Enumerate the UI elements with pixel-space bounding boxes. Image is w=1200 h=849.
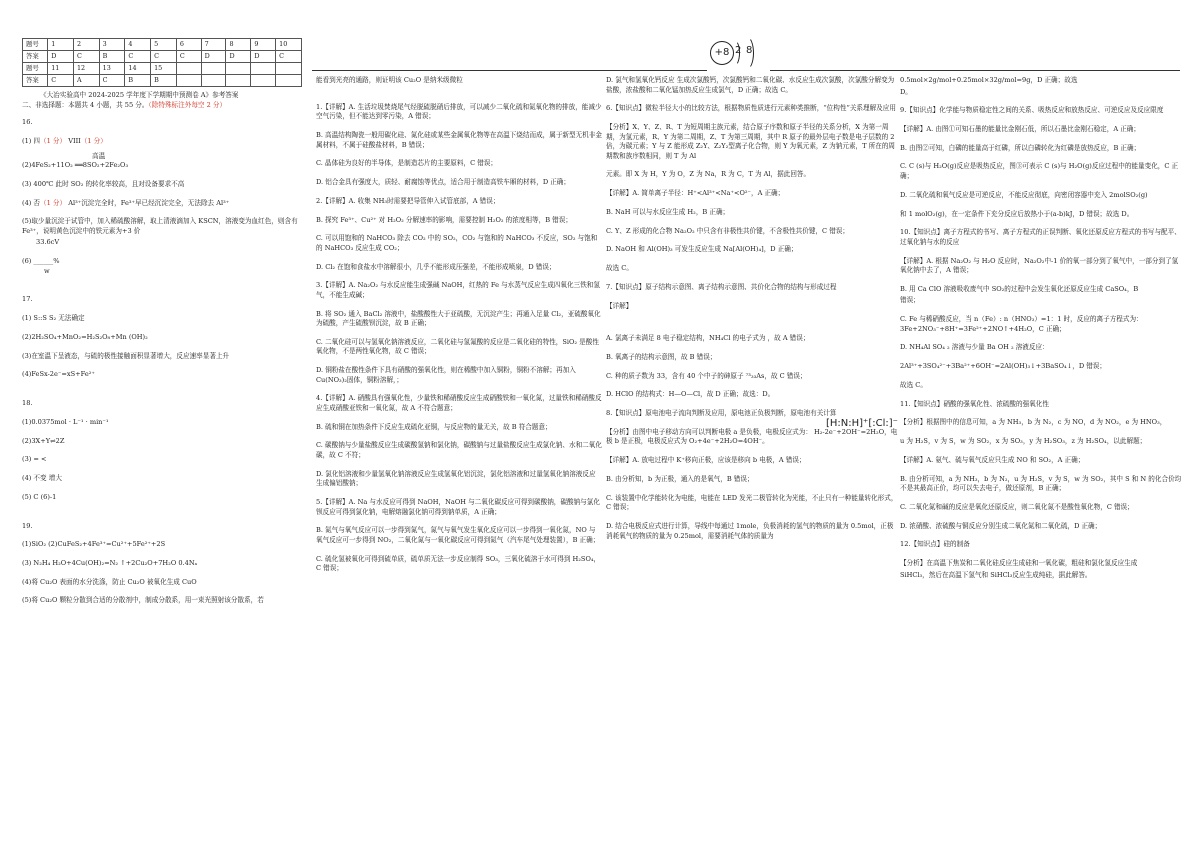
answer-table-cell: C	[99, 75, 125, 87]
oxygen-atom-diagram	[705, 38, 765, 68]
q18-part4: (4) 不变 增大	[22, 474, 62, 483]
answer-table-row	[23, 63, 302, 75]
col4-para: u 为 H₂S，v 为 S，w 为 SO₂，x 为 SO₃，y 为 H₂SO₃，z 为 H₂SO₄，以此解题；	[900, 437, 1147, 446]
col4-para: 【分析】根据图中的信息可知，a 为 NH₃，b 为 N₂，c 为 NO，d 为 NO₂，e 为 HNO₃，	[900, 418, 1167, 427]
col4-para: 【分析】在高温下焦炭和二氧化硅反应生成硅和一氧化碳，粗硅和氯化氢反应生成	[900, 558, 1138, 567]
col2-para: 2.【详解】A. 收集 NH₃时需要把导管伸入试管底部，A 错误；	[316, 196, 500, 205]
col3-para: D. 结合电极反应式进行计算，导线中每通过 1mole，负极消耗的氢气的物质的量为 0.5mol，正极消耗氧气的物质的量为 0.25mol，需要消耗气体的质量为	[606, 521, 894, 540]
answer-table-cell	[276, 75, 302, 87]
col3-para: 【分析】X、Y、Z、R、T 为短周期主族元素，结合原子序数和原子半径的关系分析，X 为第一周期，为氢元素，R、Y 为第二周期，Z、T 为第三周期，其中 R 原子的最外层电子数是电子层数的 2 倍，为碳元素；Y 与 Z 能形成 Z₂Y、Z₂Y₂型离子化合物，则 Y 为氧元素，Z 为钠元素，T 所在的周期数和族序数相同，则 T 为 Al	[606, 123, 896, 160]
column-3	[606, 76, 898, 550]
answer-table-row	[23, 39, 302, 51]
answer-table-cell: 3	[99, 39, 125, 51]
q18-part3: (3) = <	[22, 455, 47, 464]
answer-table-cell: 9	[251, 39, 276, 51]
col3-para: 【分析】由图中电子移动方向可以判断电极 a 是负极，电极反应式为： H₂-2e⁻+2OH⁻=2H₂O，电极 b 是正极，电极反应式为 O₂+4e⁻+2H₂O=4OH⁻。	[606, 427, 898, 446]
col3-para: B. 由分析知，b 为正极，通入的是氧气，B 错误；	[606, 474, 754, 483]
col4-para: 故选 C。	[900, 380, 927, 389]
col4-para: D. NH₄Al SO₄ ₂ 溶液与少量 Ba OH ₂ 溶液反应：	[900, 343, 1049, 352]
col3-para: 6.【知识点】微粒半径大小的比较方法，根据物质性质进行元素种类推断，“位构性”关系理解及应用	[606, 104, 896, 113]
col2-para: B. 将 SO₂ 通入 BaCl₂ 溶液中，盐酸酸性大于亚硫酸，无沉淀产生；再通入足量 Cl₂，亚硫酸氧化为硫酸，产生硫酸钡沉淀，故 B 正确；	[316, 309, 601, 328]
col4-para: 和 1 molO₂(g)，在一定条件下充分反应后放热小于(a-b)kJ，D 错误；故选 D。	[900, 209, 1134, 218]
answer-table-cell: C	[276, 51, 302, 63]
col2-para: C. 二氧化硅可以与氢氧化钠溶液反应，二氧化硅与氢氟酸的反应是二氧化硅的特性，SiO₂ 是酸性氧化物，不是两性氧化物，故 C 错误；	[316, 337, 599, 356]
atom-shell-1: 2	[735, 45, 742, 56]
col2-para: C. 晶体硅为良好的半导体，是制造芯片的主要原料，C 错误；	[316, 159, 497, 168]
answer-table-cell: 4	[125, 39, 151, 51]
answer-table-header-cell: 答案	[23, 51, 48, 63]
col3-para: 故选 C。	[606, 264, 633, 273]
answer-table-cell: C	[151, 51, 177, 63]
col4-para: 0.5mol×2g/mol+0.25mol×32g/mol=9g，D 正确；故选	[900, 76, 1078, 84]
col4-para: 11.【知识点】硝酸的强氧化性、浓硫酸的强氧化性	[900, 399, 1049, 408]
answer-table-cell: B	[99, 51, 125, 63]
answer-table-row	[23, 75, 302, 87]
col4-para: 2Al³⁺+3SO₄²⁻+3Ba²⁺+6OH⁻=2Al(OH)₃↓+3BaSO₄↓，D 错误；	[900, 362, 1106, 371]
q16-part1: (1) 四（1 分） VIII（1 分）	[22, 136, 107, 145]
answer-table-cell: 7	[201, 39, 226, 51]
column-1	[22, 0, 302, 615]
col2-para: D. 铜粉盐在酸性条件下具有硝酸的强氧化性，则在稀酸中加入铜粉，铜粉不溶解；再加入 Cu(NO₃)₂固体，铜粉溶解，；	[316, 366, 576, 384]
q19-part1: (1)SiO₂ (2)CuFeS₂+4Fe³⁺=Cu²⁺+5Fe²⁺+2S	[22, 540, 166, 549]
col4-para: 错误；	[900, 296, 920, 305]
col3-para: B. 氧离子的结构示意图，故 B 错误；	[606, 353, 717, 361]
shell-arc-2	[739, 36, 754, 70]
col3-para: B. NaH 可以与水反应生成 H₂，B 正确；	[606, 207, 730, 216]
answer-table-cell	[201, 75, 226, 87]
col2-para: B. 氮气与氧气反应可以一步得到氮气，氮气与氧气发生氧化反应可以一步得到一氧化氮，NO 与氧气反应可一步得到 NO₂，二氧化氮与一氧化碳反应可得到氮气（汽车尾气处理装置），B 正确；	[316, 526, 600, 544]
answer-title: 《大冶实验高中 2024-2025 学年度下学期期中预测卷 A》参考答案	[40, 91, 239, 99]
answer-table-cell: 13	[99, 63, 125, 75]
q16-part6-denominator: w	[44, 266, 50, 275]
q18-heading: 18.	[22, 399, 33, 408]
col2-para: 5.【详解】A. Na 与水反应可得到 NaOH，NaOH 与二氧化碳反应可得到碳酸钠，碳酸钠与氯化钡反应可得到氯化钠，电解熔融氯化钠可得到钠单质，A 正确；	[316, 497, 600, 516]
col4-para: 【详解】A. 根据 Na₂O₂ 与 H₂O 反应时，Na₂O₂中-1 价的氧一部分到了氧气中，一部分到了氢氧化钠中去了，A 错误；	[900, 256, 1179, 275]
answer-table-cell: C	[176, 51, 201, 63]
col3-para: 8.【知识点】原电池电子流向判断及应用，原电池正负极判断，原电池有关计算	[606, 409, 837, 418]
q16-heading: 16.	[22, 118, 33, 127]
answer-table-header-cell: 题号	[23, 39, 48, 51]
q18-part5: (5) C (6)-1	[22, 492, 57, 501]
answer-table-cell: D	[226, 51, 251, 63]
col4-para: B. 由分析可知，a 为 NH₃，b 为 N₂，u 为 H₂S，v 为 S，w 为 SO₂，其中 S 和 N 的化合价均不是其最高正价，均可以失去电子，做还原剂，B 正确；	[900, 474, 1182, 493]
answer-table-cell: A	[73, 75, 99, 87]
header-rule-right	[770, 70, 1180, 71]
column-4	[900, 76, 1182, 589]
answer-table-cell: C	[73, 51, 99, 63]
q18-part1: (1)0.0375mol · L⁻¹ · min⁻¹	[22, 417, 109, 426]
q17-part1: (1) S::S S₂ 无法确定	[22, 314, 85, 323]
q16-part3: (3) 400℃ 此时 SO₂ 的转化率较高，且对设备要求不高	[22, 179, 185, 188]
answer-table-cell: D	[251, 51, 276, 63]
q16-part4: (4) 否（1 分） Al³⁺沉淀完全时，Fe³⁺早已经沉淀完全，无法除去 Al³⁺	[22, 198, 230, 207]
col2-para: C. 硫化氢被氧化可得到硫单质，硫单质无法一步反应制得 SO₃，三氧化硫溶于水可得到 H₂SO₄，C 错误；	[316, 554, 601, 573]
answer-table-cell: 11	[48, 63, 74, 75]
col4-para: C. Fe 与稀硝酸反应，当 n（Fe）: n（HNO₃）=1：1 时，反应的离子方程式为：3Fe+2NO₃⁻+8H⁺=3Fe²⁺+2NO↑+4H₂O，C 正确；	[900, 315, 1143, 333]
col2-para: 3.【详解】A. Na₂O₂ 与水反应能生成强碱 NaOH，红热的 Fe 与水蒸气反应生成四氧化三铁和氢气，不能生成碱；	[316, 281, 600, 299]
col4-para: 12.【知识点】硅的制备	[900, 540, 970, 549]
atom-shell-2: 8	[746, 45, 753, 56]
q19-heading: 19.	[22, 521, 33, 530]
header-rule-left	[312, 70, 707, 71]
col3-para: C. 该装置中化学能转化为电能，电能在 LED 发光二极管转化为光能，不止只有一种能量转化形式，C 错误；	[606, 493, 898, 512]
answer-table-cell: B	[151, 75, 177, 87]
col3-para: 【详解】A. 简单离子半径：H⁺<Al³⁺<Na⁺<O²⁻，A 正确；	[606, 189, 785, 198]
answer-table-cell	[226, 63, 251, 75]
q16-part5: (5)取少量沉淀于试管中，加入稀硫酸溶解，取上清液滴加入 KSCN，溶液变为血红色，则含有 Fe³⁺，说明黄色沉淀中的铁元素为+3 价	[22, 217, 298, 235]
q17-heading: 17.	[22, 295, 33, 304]
col3-para: D. 氯气和氢氧化钙反应 生成次氯酸钙，次氯酸钙和二氧化碳、水反应生成次氯酸，次氯酸分解变为盐酸，浓盐酸和二氧化锰加热反应生成氯气，D 正确；故选 C。	[606, 76, 895, 94]
answer-table-cell: 10	[276, 39, 302, 51]
answer-table-cell: C	[48, 75, 74, 87]
atom-nucleus: +8	[710, 41, 734, 65]
answer-table-cell: 15	[151, 63, 177, 75]
answer-table-cell	[176, 75, 201, 87]
answer-table-cell: 1	[48, 39, 74, 51]
q16-part5-value: 33.6cV	[36, 238, 60, 247]
col2-para: D. Cl₂ 在饱和食盐水中溶解很小，几乎不能形成压强差，不能形成喷泉，D 错误；	[316, 262, 556, 271]
answer-table-cell: D	[48, 51, 74, 63]
q17-part4: (4)FeSx-2e⁻=xS+Fe²⁺	[22, 370, 95, 379]
answer-table-header-cell: 答案	[23, 75, 48, 87]
col2-para: B. 高温结构陶瓷一般用碳化硅、氮化硅或某些金属氧化物等在高温下烧结而成，属于新型无机非金属材料，不属于硅酸盐材料，B 错误；	[316, 131, 602, 149]
q16-condition: 高温	[92, 151, 106, 160]
answer-table-cell	[251, 75, 276, 87]
col4-para: B. 用 Ca ClO 溶液吸收废气中 SO₂的过程中会发生氧化还原反应生成 CaSO₄，B	[900, 284, 1139, 293]
col4-para: C. C (s)与 H₂O(g)反应是吸热反应，图③可表示 C (s)与 H₂O(g)反应过程中的能量变化，C 正确；	[900, 162, 1179, 181]
col2-para: D. 氯化铝溶液和少量氢氧化钠溶液反应生成氢氧化铝沉淀，氯化铝溶液和过量氢氧化钠溶液反应生成偏铝酸钠；	[316, 469, 596, 488]
col2-para: D. 铝合金具有强度大，质轻、耐腐蚀等优点，适合用于制造高铁车厢的材料，D 正确；	[316, 178, 570, 187]
col3-para: C. Y、Z 形成的化合物 Na₂O₂ 中只含有非极性共价键，不含极性共价键，C 错误；	[606, 226, 849, 235]
col4-para: D. 浓硝酸、浓硫酸与铜反应分别生成二氧化氮和二氧化硫，D 正确；	[900, 521, 1102, 530]
answer-table-cell: 2	[73, 39, 99, 51]
col2-para: B. 硫和铜在加热条件下反应生成硫化亚铜，与反应物的量无关，故 B 符合题意；	[316, 422, 552, 431]
answer-table-cell: 14	[125, 63, 151, 75]
q17-part2: (2)2H₂SO₄+MnO₂=H₂S₂O₈+Mn (OH)₂	[22, 332, 148, 341]
col3-para: 【详解】	[606, 301, 633, 310]
answer-table-cell: C	[125, 51, 151, 63]
answer-table-header-cell: 题号	[23, 63, 48, 75]
col4-para: 9.【知识点】化学能与物质稳定性之间的关系、吸热反应和放热反应、可逆反应及反应限度	[900, 106, 1164, 115]
col2-para: 能看到光亮的通路，则证明该 Cu₂O 是纳米级微粒	[316, 76, 463, 84]
answer-table-cell: 8	[226, 39, 251, 51]
answer-table-cell	[251, 63, 276, 75]
col4-para: 10.【知识点】离子方程式的书写、离子方程式的正误判断、氧化还原反应方程式的书写与配平、过氧化钠与水的反应	[900, 228, 1181, 246]
col2-para: C. 可以用饱和的 NaHCO₃ 除去 CO₂ 中的 SO₂，CO₂ 与饱和的 NaHCO₃ 不反应，SO₂ 与饱和的 NaHCO₃ 反应生成 CO₂；	[316, 234, 598, 252]
col3-para: 元素。即 X 为 H，Y 为 O，Z 为 Na，R 为 C，T 为 Al，据此回答。	[606, 170, 811, 179]
col3-para: C. 种的质子数为 33，含有 40 个中子的砷原子 ⁷³₃₃As，故 C 错误；	[606, 371, 807, 380]
col4-para: 【详解】A. 氨气、硫与氧气反应只生成 NO 和 SO₂，A 正确；	[900, 455, 1085, 464]
nh4cl-electron-formula: [H:N:H]⁺[:Cl:]⁻	[826, 418, 898, 429]
q16-part2: (2)4FeS₂+11O₂ ══8SO₂+2Fe₂O₃	[22, 161, 129, 170]
section2-heading: 二、非选择题：本题共 4 小题，共 55 分。（除特殊标注外每空 2 分）	[22, 100, 227, 109]
q19-part5: (5)将 Cu₂O 颗粒分散到合适的分散剂中，制成分散系，用一束光照射该分散系，若	[22, 596, 264, 605]
col2-para: B. 探究 Fe³⁺、Cu²⁺ 对 H₂O₂ 分解速率的影响，需要控制 H₂O₂ 的浓度相等，B 错误；	[316, 215, 572, 224]
col2-para: 4.【详解】A. 硝酸具有强氧化性，少量铁和稀硝酸反应生成硝酸铁和一氧化氮，过量铁和稀硝酸反应生成硝酸亚铁和一氧化氮，故 A 不符合题意；	[316, 394, 602, 412]
q16-part6: (6) ______%	[22, 257, 60, 266]
q18-part2: (2)3X+Y⇌2Z	[22, 436, 65, 445]
col4-para: 【详解】A. 由图①可知石墨的能量比金刚石低，所以石墨比金刚石稳定，A 正确；	[900, 125, 1140, 134]
answer-table-row	[23, 51, 302, 63]
col2-para: C. 碳酸钠与少量盐酸反应生成碳酸氢钠和氯化钠，碳酸钠与过量盐酸反应生成氯化钠、水和二氧化碳，故 C 不符；	[316, 441, 602, 459]
answer-table-cell: 6	[176, 39, 201, 51]
col3-para: A. 氯离子未满足 8 电子稳定结构，NH₄Cl 的电子式为 ，故 A 错误；	[606, 334, 810, 343]
answer-table-cell: 5	[151, 39, 177, 51]
answer-table-cell: D	[201, 51, 226, 63]
answer-table-cell: 12	[73, 63, 99, 75]
col3-para: D. NaOH 和 Al(OH)₃ 可发生反应生成 Na[Al(OH)₄]，D 正确；	[606, 245, 798, 254]
answer-table-cell: B	[125, 75, 151, 87]
answer-table	[22, 38, 302, 87]
col4-para: D。	[900, 87, 912, 96]
col4-para: C. 二氧化氮和碱的反应是氧化还原反应，则二氧化氮不是酸性氧化物，C 错误；	[900, 502, 1134, 511]
answer-table-cell	[201, 63, 226, 75]
q17-part3: (3)在室温下呈液态，与硫的极性接触面积显著增大，反应速率显著上升	[22, 351, 230, 360]
answer-table-cell	[226, 75, 251, 87]
q19-part3: (3) N₂H₄ H₂O+4Cu(OH)₂=N₂ ↑+2Cu₂O+7H₂O 0.4Nₐ	[22, 558, 198, 567]
col4-para: B. 由图②可知，白磷的能量高于红磷，所以白磷转化为红磷是放热反应，B 正确；	[900, 143, 1141, 152]
col2-para: 1.【详解】A. 生活垃圾焚烧尾气经脱硫脱硝后排放，可以减少二氧化硫和氮氧化物的排放，能减少空气污染，但不能达到零污染，A 错误；	[316, 102, 602, 121]
answer-table-cell	[176, 63, 201, 75]
col4-para: D. 二氧化硫和氧气反应是可逆反应，不能反应彻底，向密闭容器中充入 2molSO₂(g)	[900, 190, 1148, 199]
answer-table-cell	[276, 63, 302, 75]
col3-para: 7.【知识点】原子结构示意图、离子结构示意图、共价化合物的结构与形成过程	[606, 282, 837, 291]
col4-para: SiHCl₃，然后在高温下氢气和 SiHCl₃反应生成纯硅，据此解答。	[900, 570, 1092, 579]
column-2	[316, 76, 602, 583]
col3-para: 【详解】A. 放电过程中 K⁺移向正极，应该是移向 b 电极，A 错误；	[606, 456, 806, 465]
q19-part4: (4)将 Cu₂O 表面的水分洗涤，防止 Cu₂O 被氧化生成 CuO	[22, 577, 197, 586]
col3-para: D. HClO 的结构式：H—O—Cl，故 D 正确；故选：D。	[606, 390, 775, 399]
